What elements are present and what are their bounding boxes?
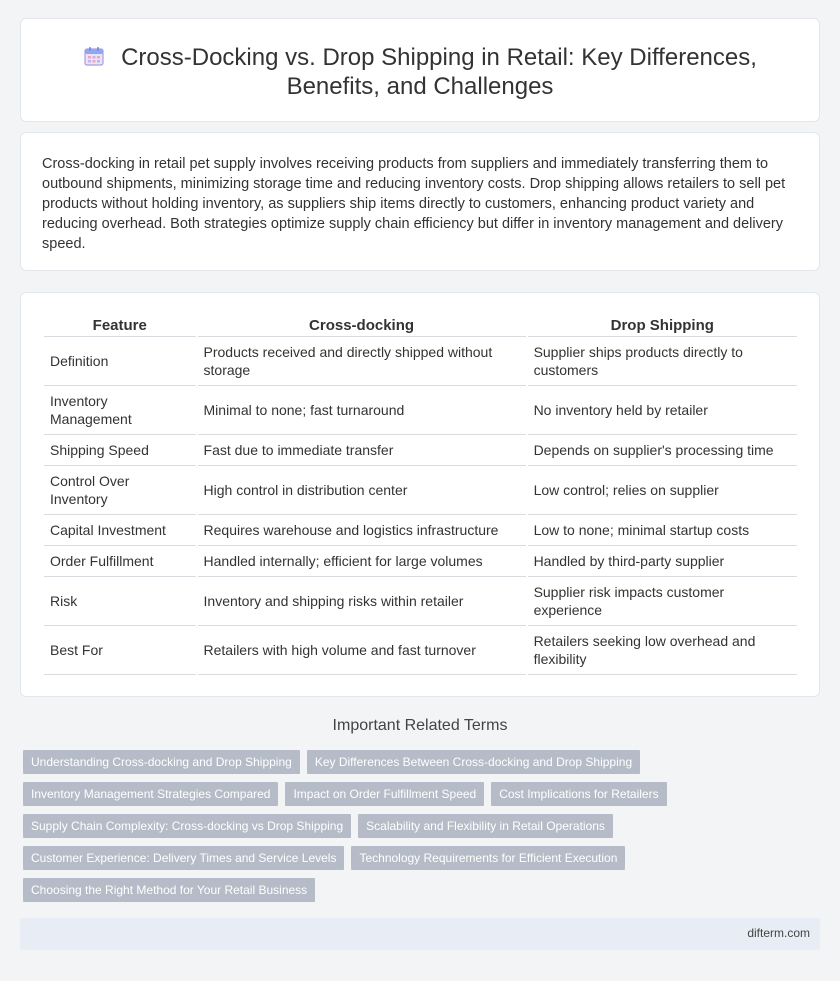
title-line-2: Benefits, and Challenges — [286, 73, 554, 100]
cell-cross-docking: Products received and directly shipped without storage — [198, 337, 526, 386]
cell-cross-docking: Fast due to immediate transfer — [198, 435, 526, 466]
cell-drop-shipping: Low control; relies on supplier — [528, 466, 797, 515]
table-row — [44, 626, 797, 675]
comparison-table — [42, 317, 799, 675]
header-cross-docking: Cross-docking — [198, 317, 526, 337]
cell-feature: Capital Investment — [44, 515, 196, 546]
cell-drop-shipping: Depends on supplier's processing time — [528, 435, 797, 466]
table-row — [44, 386, 797, 435]
comparison-card — [20, 292, 820, 697]
table-row — [44, 515, 797, 546]
intro-card — [20, 132, 820, 271]
cell-feature: Shipping Speed — [44, 435, 196, 466]
cell-drop-shipping: Supplier ships products directly to customers — [528, 337, 797, 386]
related-term-tag[interactable]: Technology Requirements for Efficient Execution — [351, 846, 625, 870]
header-feature: Feature — [44, 317, 196, 337]
table-header-row — [44, 317, 797, 337]
title-card — [20, 18, 820, 122]
intro-paragraph: Cross-docking in retail pet supply involves receiving products from suppliers and immediately transferring them to outbound shipments, minimizing storage time and reducing inventory costs. Drop shipping allows retailers to sell pet products without holding inventory, as suppliers ship items directly to customers, enhancing product variety and reducing overhead. Both strategies optimize supply chain efficiency but differ in inventory management and delivery speed. — [42, 156, 786, 252]
cell-feature: Best For — [44, 626, 196, 675]
table-row — [44, 466, 797, 515]
table-row — [44, 337, 797, 386]
related-term-tag[interactable]: Choosing the Right Method for Your Retail Business — [23, 878, 315, 902]
cell-feature: Risk — [44, 577, 196, 626]
cell-drop-shipping: Retailers seeking low overhead and flexibility — [528, 626, 797, 675]
tag-row — [23, 750, 823, 782]
tag-row — [23, 878, 823, 910]
related-term-tag[interactable]: Impact on Order Fulfillment Speed — [285, 782, 484, 806]
cell-feature: Control Over Inventory — [44, 466, 196, 515]
cell-cross-docking: High control in distribution center — [198, 466, 526, 515]
cell-drop-shipping: No inventory held by retailer — [528, 386, 797, 435]
cell-cross-docking: Requires warehouse and logistics infrastructure — [198, 515, 526, 546]
site-link[interactable]: difterm.com — [747, 926, 810, 940]
cell-drop-shipping: Supplier risk impacts customer experience — [528, 577, 797, 626]
related-term-tag[interactable]: Scalability and Flexibility in Retail Operations — [358, 814, 613, 838]
cell-cross-docking: Retailers with high volume and fast turnover — [198, 626, 526, 675]
related-term-tag[interactable]: Key Differences Between Cross-docking and Drop Shipping — [307, 750, 640, 774]
cell-feature: Order Fulfillment — [44, 546, 196, 577]
cell-cross-docking: Minimal to none; fast turnaround — [198, 386, 526, 435]
table-row — [44, 435, 797, 466]
page-title — [61, 43, 779, 101]
title-line-1: Cross-Docking vs. Drop Shipping in Retail: Key Differences, — [121, 44, 757, 71]
cell-cross-docking: Inventory and shipping risks within retailer — [198, 577, 526, 626]
footer — [20, 918, 820, 950]
cell-drop-shipping: Low to none; minimal startup costs — [528, 515, 797, 546]
tag-row — [23, 782, 823, 814]
related-term-tag[interactable]: Inventory Management Strategies Compared — [23, 782, 278, 806]
cell-feature: Inventory Management — [44, 386, 196, 435]
cell-cross-docking: Handled internally; efficient for large volumes — [198, 546, 526, 577]
related-term-tag[interactable]: Supply Chain Complexity: Cross-docking vs Drop Shipping — [23, 814, 351, 838]
cell-feature: Definition — [44, 337, 196, 386]
table-row — [44, 546, 797, 577]
tag-row — [23, 846, 823, 878]
cell-drop-shipping: Handled by third-party supplier — [528, 546, 797, 577]
related-terms-list — [23, 750, 823, 910]
header-drop-shipping: Drop Shipping — [528, 317, 797, 337]
tag-row — [23, 814, 823, 846]
related-terms-heading: Important Related Terms — [332, 717, 508, 734]
related-term-tag[interactable]: Understanding Cross-docking and Drop Shipping — [23, 750, 300, 774]
calendar-icon — [83, 45, 105, 67]
related-term-tag[interactable]: Customer Experience: Delivery Times and Service Levels — [23, 846, 344, 870]
related-term-tag[interactable]: Cost Implications for Retailers — [491, 782, 666, 806]
table-row — [44, 577, 797, 626]
